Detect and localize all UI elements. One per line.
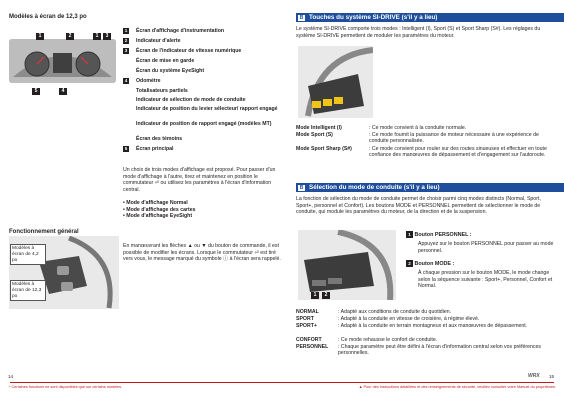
section-header-drive-mode: B Sélection du mode de conduite (s'il y a lieu) [296, 183, 564, 192]
drive-modes [296, 309, 554, 358]
dashboard-icon [9, 39, 116, 83]
si-drive-illustration [298, 46, 373, 118]
badge-1: 1 [36, 33, 44, 40]
drive-mode-illustration [298, 230, 396, 300]
si-drive-modes [296, 125, 554, 166]
display-modes-intro: Un choix de trois modes d'affichage est proposé. Pour passer d'un mode d'affichage à l'autre, tirez et maintenez en position le commutateur ⏎ ou utilisez les paramètres à l'écran d'information central. [123, 167, 276, 193]
callout-12-3: Modèles à écran de 12,3 po [10, 280, 46, 301]
badge-drive-2: 2 [322, 292, 330, 299]
page-number-right: 15 [549, 374, 555, 379]
mode-row: SPORT : Adapté à la conduite en vitesse de croisière, à régime élevé. [296, 316, 480, 322]
bullet-item: • Mode d'affichage Normal [123, 200, 188, 206]
display-modes-list [123, 200, 196, 220]
personal-button-title: 1 Bouton PERSONNEL : [406, 231, 554, 238]
general-operation-title: Fonctionnement général [9, 229, 79, 235]
brand-logo: WRX [528, 373, 540, 379]
footer-divider [10, 382, 554, 383]
section-header-si-drive: B Touches du système SI-DRIVE (s'il y a lieu) [296, 13, 564, 22]
badge-3: 3 [103, 33, 111, 40]
mode-row: Mode Sport Sharp (S#) : Ce mode convient pour rouler sur des routes sinueuses et effectuer en toute confiance des manœuvres de dépassement et d'engagement sur l'autoroute. [296, 146, 547, 159]
badge-1b: 1 [93, 33, 101, 40]
drive-mode-intro: La fonction de sélection du mode de conduite permet de choisir parmi cinq modes distincts (Normal, Sport, Sport+, personnel et Confort). Les boutons MODE et PERSONNEL permettent de sélectionner le mode de conduite, qui module les paramètres du moteur, de la direction et de la suspension. [296, 196, 541, 216]
personal-button-text: Appuyez sur le bouton PERSONNEL pour passer au mode personnel. [418, 241, 554, 254]
steering-wheel-icon [298, 46, 373, 118]
instrument-cluster-illustration [9, 39, 116, 83]
badge-5: 5 [32, 88, 40, 95]
badge-4: 4 [59, 88, 67, 95]
mode-button-title: 2 Bouton MODE : [406, 260, 554, 267]
mode-row: SPORT+ : Adapté à la conduite en terrain montagneux et aux manœuvres de dépassement. [296, 323, 528, 329]
general-operation-text: En manœuvrant les flèches ▲ ou ▼ du bouton de commande, il est possible de modifier les écrans. Lorsque le commutateur ⏎ est tiré vers vous, le message marqué du symbole ⓘ à l'écran sera rappelé. [123, 243, 281, 263]
badge-2: 2 [66, 33, 74, 40]
bullet-item: • Mode d'affichage EyeSight [123, 213, 193, 220]
mode-row: Mode Sport (S) : Ce mode fournit la puissance de moteur nécessaire à une expérience de conduite personnalisée. [296, 132, 539, 145]
mode-button-text: À chaque pression sur le bouton MODE, le mode change selon la séquence suivante : Sport+, Personnel, Confort et Normal. [418, 270, 553, 290]
footer-note-left: * Certaines fonctions ne sont disponibles que sur certains modèles. [9, 385, 123, 389]
footer-note-right: ▲ Pour des instructions détaillées et des renseignements de sécurité, veuillez consulter votre Manuel du propriétaire. [358, 385, 556, 389]
callout-4-2: Modèles à écran de 4,2 po [10, 244, 46, 265]
si-drive-intro: Le système SI-DRIVE comporte trois modes : Intelligent (I), Sport (S) et Sport Sharp (S#). Les réglages du système SI-DRIVE permettent de moduler les paramètres du moteur. [296, 26, 541, 39]
page-number-left: 14 [8, 374, 14, 379]
badge-drive-1: 1 [311, 292, 319, 299]
mode-row: CONFORT : Ce mode rehausse le confort de conduite. [296, 337, 438, 343]
bullet-item: • Mode d'affichage des cartes [123, 206, 196, 213]
mode-row: NORMAL : Adapté aux conditions de conduite du quotidien. [296, 309, 452, 315]
steering-wheel-icon [298, 230, 396, 300]
section-title-12-3: Modèles à écran de 12,3 po [9, 14, 87, 20]
mode-row: Mode Intelligent (I) : Ce mode convient à la conduite normale. [296, 125, 467, 131]
mode-row: PERSONNEL : Chaque paramètre peut être défini à l'écran d'information central selon vos préférences personnelles. [296, 344, 541, 357]
